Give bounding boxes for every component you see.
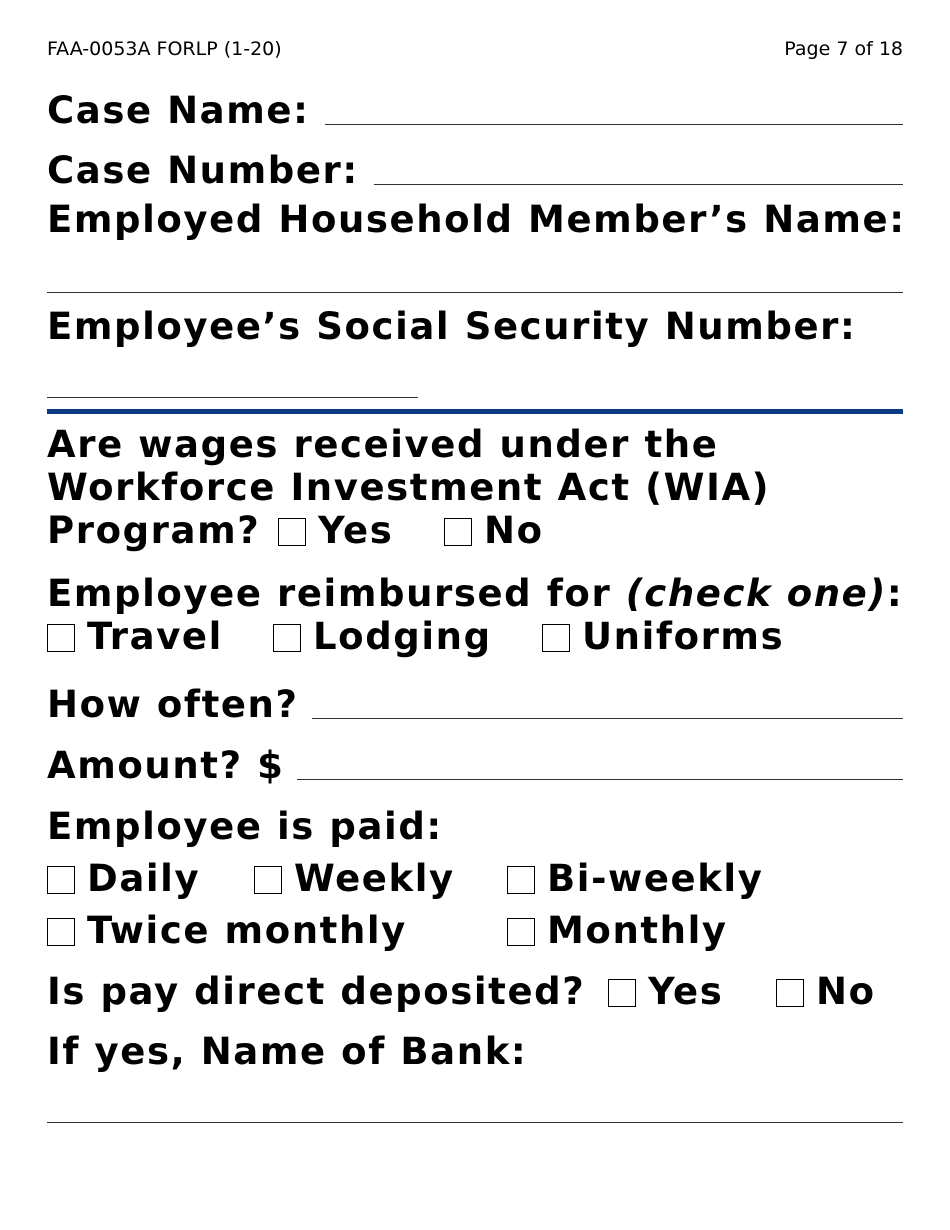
direct-deposit-no-option[interactable]	[776, 970, 876, 1013]
wia-yes-option[interactable]	[278, 509, 394, 552]
ssn-label: Employee’s Social Security Number:	[47, 305, 857, 348]
section-divider	[47, 409, 903, 414]
travel-label: Travel	[87, 615, 223, 658]
wia-question-line3: Program?	[47, 509, 261, 552]
monthly-checkbox[interactable]	[507, 918, 535, 946]
wia-no-option[interactable]	[444, 509, 544, 552]
case-number-field[interactable]	[374, 184, 903, 185]
case-name-label: Case Name:	[47, 89, 310, 132]
bank-name-field[interactable]	[47, 1122, 903, 1123]
amount-field[interactable]	[297, 779, 903, 780]
how-often-field[interactable]	[312, 718, 903, 719]
wia-question-line2: Workforce Investment Act (WIA)	[47, 466, 771, 509]
daily-label: Daily	[87, 857, 201, 900]
case-name-field[interactable]	[325, 124, 903, 125]
direct-deposit-no-checkbox[interactable]	[776, 979, 804, 1007]
reimbursed-travel-option[interactable]	[47, 615, 223, 658]
direct-deposit-yes-label: Yes	[648, 970, 724, 1013]
form-id: FAA-0053A FORLP (1-20)	[47, 38, 282, 60]
reimbursed-lodging-option[interactable]	[273, 615, 492, 658]
twice-monthly-checkbox[interactable]	[47, 918, 75, 946]
travel-checkbox[interactable]	[47, 624, 75, 652]
paid-daily-option[interactable]	[47, 857, 201, 900]
wia-no-checkbox[interactable]	[444, 518, 472, 546]
lodging-label: Lodging	[313, 615, 492, 658]
uniforms-checkbox[interactable]	[542, 624, 570, 652]
paid-weekly-option[interactable]	[254, 857, 455, 900]
monthly-label: Monthly	[547, 909, 728, 952]
wia-yes-checkbox[interactable]	[278, 518, 306, 546]
amount-label: Amount? $	[47, 744, 285, 787]
direct-deposit-yes-option[interactable]	[608, 970, 724, 1013]
reimbursed-uniforms-option[interactable]	[542, 615, 785, 658]
weekly-checkbox[interactable]	[254, 866, 282, 894]
direct-deposit-no-label: No	[816, 970, 876, 1013]
paid-twice-monthly-option[interactable]	[47, 909, 407, 952]
wia-yes-label: Yes	[318, 509, 394, 552]
page-number: Page 7 of 18	[784, 38, 903, 60]
direct-deposit-yes-checkbox[interactable]	[608, 979, 636, 1007]
employed-member-field[interactable]	[47, 292, 903, 293]
reimbursed-colon: :	[886, 572, 904, 615]
check-one-hint: (check one)	[625, 572, 887, 615]
bank-name-label: If yes, Name of Bank:	[47, 1030, 528, 1073]
biweekly-checkbox[interactable]	[507, 866, 535, 894]
paid-biweekly-option[interactable]	[507, 857, 764, 900]
twice-monthly-label: Twice monthly	[87, 909, 407, 952]
paid-label: Employee is paid:	[47, 805, 443, 848]
weekly-label: Weekly	[294, 857, 455, 900]
wia-question-line1: Are wages received under the	[47, 423, 719, 466]
paid-monthly-option[interactable]	[507, 909, 728, 952]
biweekly-label: Bi-weekly	[547, 857, 764, 900]
how-often-label: How often?	[47, 683, 299, 726]
lodging-checkbox[interactable]	[273, 624, 301, 652]
reimbursed-question	[47, 572, 904, 615]
uniforms-label: Uniforms	[582, 615, 785, 658]
ssn-field[interactable]	[47, 397, 418, 398]
case-number-label: Case Number:	[47, 149, 359, 192]
employed-member-label: Employed Household Member’s Name:	[47, 198, 906, 241]
direct-deposit-label: Is pay direct deposited?	[47, 970, 586, 1013]
reimbursed-label: Employee reimbursed for	[47, 572, 626, 615]
wia-no-label: No	[484, 509, 544, 552]
daily-checkbox[interactable]	[47, 866, 75, 894]
